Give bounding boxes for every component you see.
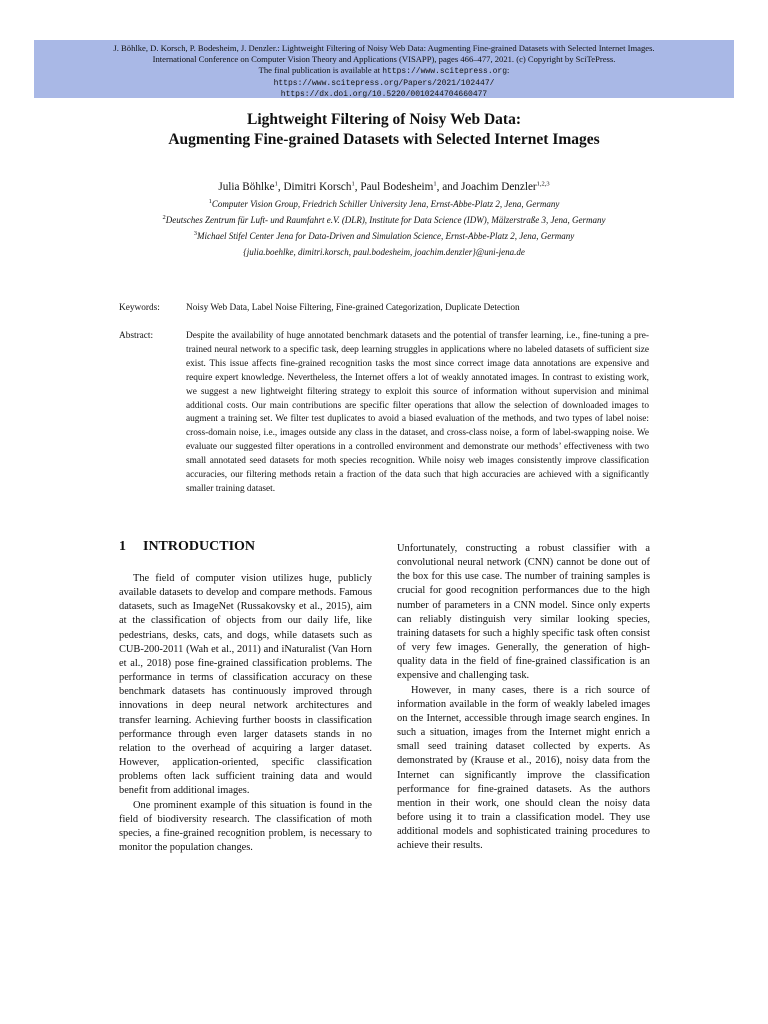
paragraph: However, in many cases, there is a rich source of information available in the form of weakly labeled images on the Internet, accessible through image search engines. In such a situation, images from the Internet might enrich a small seed training dataset collected by experts. As demonstrated by (Krause et al., 2016), noisy data from the Internet can significantly improve the classification performance for fine-grained datasets. As the authors mention in their work, one should clean the noisy data before using it to train a classification model. They use additional models and sophisticated training procedures to achieve their results. <box>397 684 650 852</box>
paragraph: One prominent example of this situation is found in the field of biodiversity research. The classification of moth species, a fine-grained recognition problem, is necessary to monitor the population changes. <box>119 799 372 853</box>
banner-availability: The final publication is available at https://www.scitepress.org: <box>258 65 510 77</box>
author: Joachim Denzler$^{1,2,3}$ <box>461 180 550 193</box>
banner-publisher-link[interactable]: https://www.scitepress.org <box>382 67 508 77</box>
affiliation: $^2$Deutsches Zentrum für Luft- und Raumfahrt e.V. (DLR), Institute for Data Science (IDW), Mälzerstraße 3, Jena, Germany <box>162 214 606 225</box>
banner-conference: International Conference on Computer Vision Theory and Applications (VISAPP), pages 466–477, 2021. (c) Copyright by SciTePress. <box>152 54 616 65</box>
right-column <box>397 542 650 853</box>
keywords-text: Noisy Web Data, Label Noise Filtering, Fine-grained Categorization, Duplicate Detection <box>186 303 520 313</box>
affiliation: $^1$Computer Vision Group, Friedrich Schiller University Jena, Ernst-Abbe-Platz 2, Jena, Germany <box>208 198 560 209</box>
copyright-banner <box>34 40 734 98</box>
author: Paul Bodesheim$^1$, and <box>360 180 462 193</box>
author: Dimitri Korsch$^1$, <box>283 180 361 193</box>
paragraph: Unfortunately, constructing a robust classifier with a convolutional neural network (CNN) cannot be done out of the box for this use case. The number of training samples is crucial for good recognition performances due to the high number of parameters in a CNN model. Since only experts can reliably distinguish very similar looking species, training datasets for such a highly specific task often consist of very few images. Generally, the generation of high-quality data in the field of fine-grained classification is an expensive and challenging task. <box>397 543 650 682</box>
left-column <box>119 538 372 855</box>
banner-paper-link[interactable]: https://www.scitepress.org/Papers/2021/102447/ <box>273 78 495 88</box>
section-heading: 1 INTRODUCTION <box>119 539 256 554</box>
paper-title <box>0 110 768 150</box>
author-list <box>0 180 768 194</box>
paper-title-line-1: Lightweight Filtering of Noisy Web Data: <box>247 111 521 128</box>
author-emails: {julia.boehlke, dimitri.korsch, paul.bodesheim, joachim.denzler}@uni-jena.de <box>243 247 525 257</box>
affiliations <box>0 196 768 260</box>
banner-doi-link[interactable]: https://dx.doi.org/10.5220/0010244704660477 <box>280 89 488 99</box>
banner-citation: J. Böhlke, D. Korsch, P. Bodesheim, J. Denzler.: Lightweight Filtering of Noisy Web Data: Augmenting Fine-grained Datasets with Selected Internet Images. <box>113 43 655 53</box>
keywords-label: Keywords: <box>119 303 160 313</box>
paragraph: The field of computer vision utilizes huge, publicly available datasets to develop and compare methods. Famous datasets, such as ImageNet (Russakovsky et al., 2015), aim at the classification of objects from our daily life, like pedestrians, desks, cats, and dogs, while datasets such as CUB-200-2011 (Wah et al., 2011) and iNaturalist (Van Horn et al., 2018) pose fine-grained classification problems. The performance in terms of classification accuracy on these benchmark datasets has continuously improved through innovations in deep neural network architectures and transfer learning. Achieving further boosts in classification performance through even larger datasets stands in no relation to the overhead of acquiring a larger dataset. However, application-oriented, specific classification problems often lack sufficient training data and would benefit from additional images. <box>119 573 372 797</box>
abstract-label: Abstract: <box>119 331 154 341</box>
author: Julia Böhlke$^1$, <box>218 180 284 193</box>
abstract-text: Despite the availability of huge annotated benchmark datasets and the potential of transfer learning, i.e., fine-tuning a pre-trained neural network to a specific task, deep learning struggles in applications where no labeled datasets of sufficient size exist. This issue affects fine-grained recognition tasks the most since correct image data annotations are expensive and require expert knowledge. Nevertheless, the Internet offers a lot of weakly annotated images. In contrast to existing work, we suggest a new lightweight filtering strategy to exploit this source of information without supervision and minimal additional costs. Our main contributions are specific filter operations that allow the selection of downloaded images to augment a training set. We filter test duplicates to avoid a biased evaluation of the methods, and two types of label noise: cross-domain noise, i.e., images outside any class in the dataset, and cross-class noise, a form of label-swapping noise. We evaluate our suggested filter operations in a controlled environment and demonstrate our methods’ effectiveness with two small annotated seed datasets for moth species recognition. While noisy web images consistently improve classification accuracies, our filtering methods retain a fraction of the data such that high accuracies are achieved with a significantly smaller training dataset. <box>186 331 649 494</box>
paper-title-line-2: Augmenting Fine-grained Datasets with Selected Internet Images <box>168 131 600 148</box>
affiliation: $^3$Michael Stifel Center Jena for Data-Driven and Simulation Science, Ernst-Abbe-Platz 2, Jena, Germany <box>193 230 575 241</box>
